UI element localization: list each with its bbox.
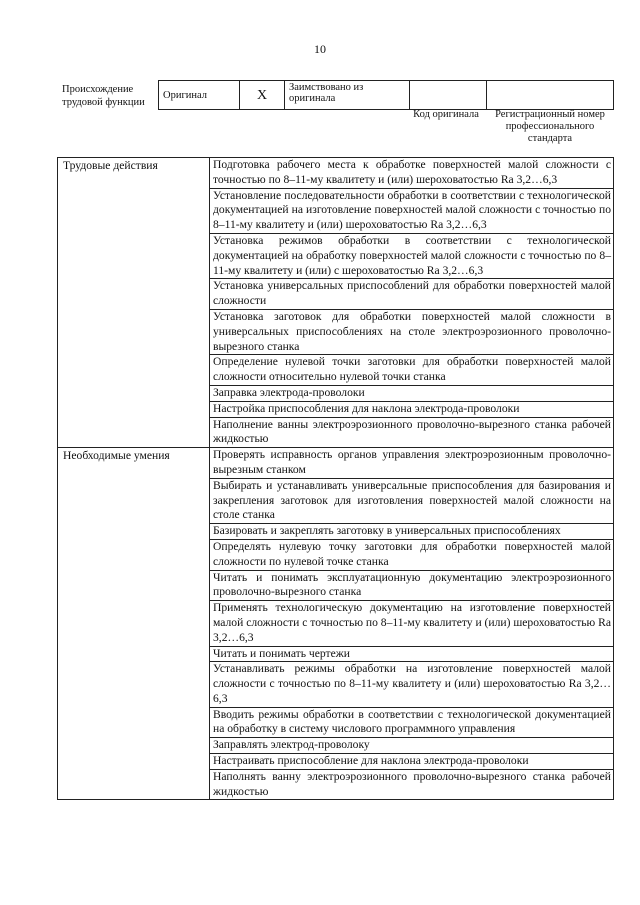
table-row xyxy=(58,448,614,479)
section-item: Применять технологическую документацию на изготовление поверхностей малой сложности с точностью по 8–11-му квалитету и (или) шероховатостью Ra 3,2…6,3 xyxy=(210,601,614,646)
section-item: Настраивать приспособление для наклона электрода-проволоки xyxy=(210,754,614,770)
section-item: Читать и понимать эксплуатационную документацию электроэрозионного проволочно-вырезного станка xyxy=(210,570,614,601)
section-item: Устанавливать режимы обработки на изготовление поверхностей малой сложности с точностью по 8–11-му квалитету и (или) шероховатостью Ra 3,2… 6,3 xyxy=(210,662,614,707)
original-cell: Оригинал xyxy=(159,81,240,110)
origin-table xyxy=(158,80,614,110)
section-item: Базировать и закреплять заготовку в универсальных приспособлениях xyxy=(210,524,614,540)
section-item: Проверять исправность органов управления электроэрозионным проволочно-вырезным станком xyxy=(210,448,614,479)
section-item: Установка универсальных приспособлений для обработки поверхностей малой сложности xyxy=(210,279,614,310)
labor-function-body xyxy=(58,158,614,800)
section-item: Подготовка рабочего места к обработке поверхностей малой сложности с точностью по 8–11-му квалитету и (или) шероховатостью Ra 3,2…6,3 xyxy=(210,158,614,189)
section-item: Определять нулевую точку заготовки для обработки поверхностей малой сложности по нулевой точке станка xyxy=(210,539,614,570)
section-item: Наполнение ванны электроэрозионного проволочно-вырезного станка рабочей жидкостью xyxy=(210,417,614,448)
section-item: Настройка приспособления для наклона электрода-проволоки xyxy=(210,401,614,417)
section-item: Установление последовательности обработки в соответствии с технологической документацией на изготовление поверхностей малой сложности с точностью по 8–11-му квалитету и (или) шероховатостью Ra 3,2…6,3 xyxy=(210,188,614,233)
section-item: Заправлять электрод-проволоку xyxy=(210,738,614,754)
table-row xyxy=(58,158,614,189)
reg-number-cell xyxy=(487,81,614,110)
section-title: Необходимые умения xyxy=(58,448,210,800)
original-mark: X xyxy=(240,81,285,110)
section-item: Установка режимов обработки в соответствии с технологической документацией на обработку поверхностей малой сложности с точностью по 8–11-му квалитету и (или) с шероховатостью Ra 3,2…6,3 xyxy=(210,233,614,278)
reg-number-caption: Регистрационный номер профессионального стандарта xyxy=(495,109,605,144)
section-item: Заправка электрода-проволоки xyxy=(210,385,614,401)
labor-function-table xyxy=(57,157,614,800)
section-item: Установка заготовок для обработки поверхностей малой сложности в универсальных приспособлениях на столе электроэрозионного проволочно-вырезного станка xyxy=(210,309,614,354)
section-item: Читать и понимать чертежи xyxy=(210,646,614,662)
section-item: Наполнять ванну электроэрозионного проволочно-вырезного станка рабочей жидкостью xyxy=(210,769,614,800)
code-cell xyxy=(410,81,487,110)
section-item: Вводить режимы обработки в соответствии с технологической документацией на обработку в систему числового программного управления xyxy=(210,707,614,738)
borrowed-cell: Заимствовано из оригинала xyxy=(285,81,410,110)
code-caption: Код оригинала xyxy=(413,109,479,120)
section-item: Выбирать и устанавливать универсальные приспособления для базирования и закрепления заготовок для изготовления поверхностей малой сложности на столе станка xyxy=(210,478,614,523)
page-number: 10 xyxy=(314,42,326,56)
section-item: Определение нулевой точки заготовки для обработки поверхностей малой сложности относительно нулевой точки станка xyxy=(210,355,614,386)
section-title: Трудовые действия xyxy=(58,158,210,448)
origin-label: Происхождение трудовой функции xyxy=(62,84,145,108)
